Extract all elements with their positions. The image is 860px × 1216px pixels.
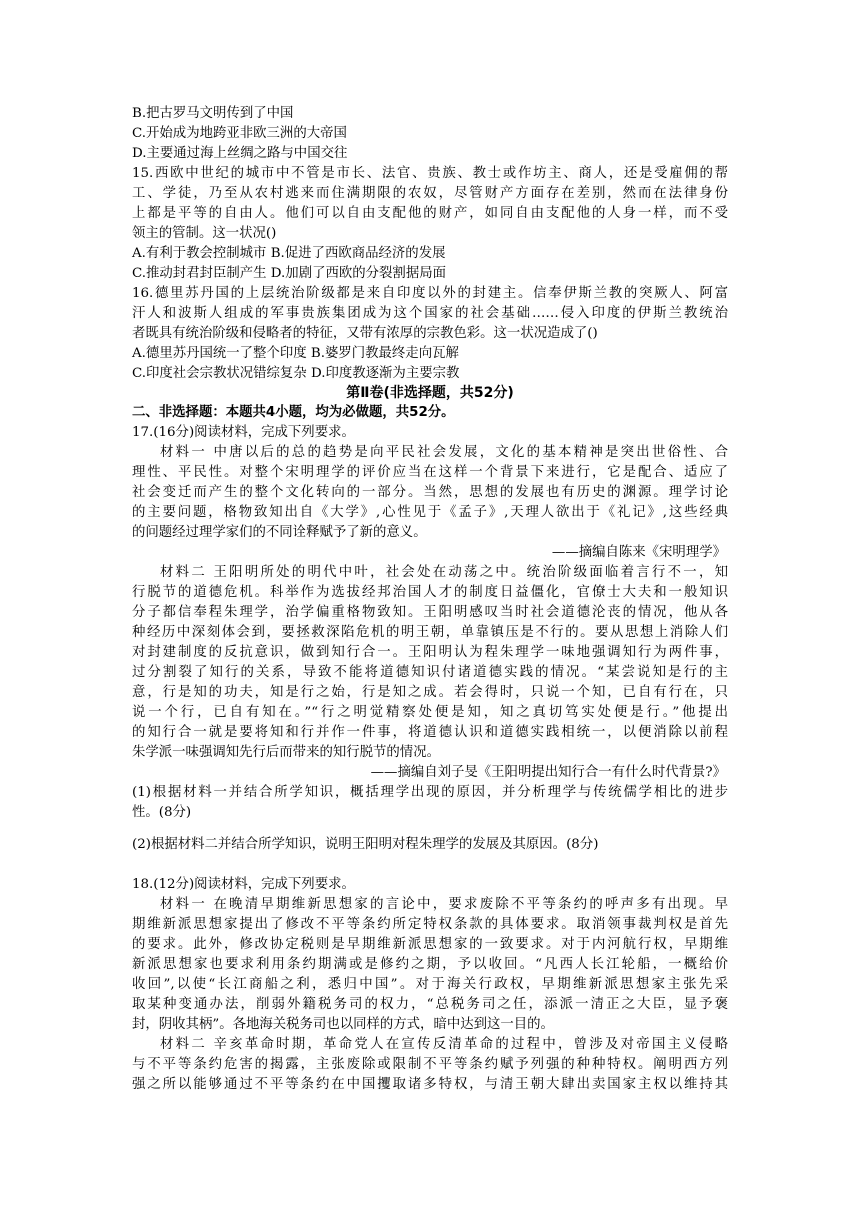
q15-stem-line: 15.西欧中世纪的城市中不管是市长、法官、贵族、教士或作坊主、商人，还是受雇佣的帮 (132, 166, 728, 181)
q14-option-d: D.主要通过海上丝绸之路与中国交往 (132, 146, 348, 161)
q17-requirement-2: (2)根据材料二并结合所学知识，说明王阳明对程朱理学的发展及其原因。(8分) (132, 837, 599, 852)
q15-stem-line: 领主的管制。这一状况() (132, 226, 277, 241)
q16-stem-line: 16.德里苏丹国的上层统治阶级都是来自印度以外的封建主。信奉伊斯兰教的突厥人、阿富 (132, 286, 728, 301)
q17-material1-line: 理性、平民性。对整个宋明理学的评价应当在这样一个背景下来进行，它是配合、适应了 (132, 465, 728, 480)
q15-options-cd: C.推动封君封臣制产生 D.加剧了西欧的分裂割据局面 (132, 266, 446, 281)
q14-option-c: C.开始成为地跨亚非欧三洲的大帝国 (132, 126, 347, 141)
q18-material2-line: 强之所以能够通过不平等条约在中国攫取诸多特权，与清王朝大肆出卖国家主权以维持其 (132, 1077, 728, 1092)
q18-material1-line: 取某种变通办法，削弱外籍税务司的权力，“总税务司之任，添派一清正之大臣，显予褒 (132, 997, 728, 1012)
q17-material1-line: 的主要问题，格物致知出自《大学》,心性见于《孟子》,天理人欲出于《礼记》,这些经典 (132, 505, 728, 520)
q17-material1-line: 材料一 中唐以后的总的趋势是向平民社会发展，文化的基本精神是突出世俗性、合 (160, 445, 728, 460)
q17-material2-line: 朱学派一味强调知先行后而带来的知行脱节的情况。 (132, 745, 440, 760)
q15-stem-line: 上都是平等的自由人。他们可以自由支配他的财产，如同自由支配他的人身一样，而不受 (132, 206, 728, 221)
q17-material2-line: 分子都信奉程朱理学，治学偏重格物致知。王阳明感叹当时社会道德沦丧的情况，他从各 (132, 605, 728, 620)
q18-material1-line: 期维新派思想家提出了修改不平等条约所定特权条款的具体要求。取消领事裁判权是首先 (132, 917, 728, 932)
q17-material2-line: 意，行是知的功夫，知是行之始，行是知之成。若会得时，只说一个知，已自有行在，只 (132, 685, 728, 700)
q18-material1-line: 的要求。此外，修改协定税则是早期维新派思想家的一致要求。对于内河航行权，早期维 (132, 937, 728, 952)
q15-stem-line: 工、学徒，乃至从农村逃来而住满期限的农奴，尽管财产方面存在差别，然而在法律身份 (132, 186, 728, 201)
section-subtitle: 二、非选择题：本题共4小题，均为必做题，共52分。 (132, 405, 455, 420)
q17-material2-line: 的知行合一就是要将知和行并作一件事，将道德认识和道德实践相统一，以便消除以前程 (132, 725, 728, 740)
q17-source1: ——摘编自陈来《宋明理学》 (551, 545, 726, 560)
q17-material1-line: 的问题经过理学家们的不同诠释赋予了新的意义。 (132, 525, 427, 540)
q17-material2-line: 行脱节的道德危机。科举作为选拔经邦治国人才的制度日益僵化，官僚士大夫和一般知识 (132, 585, 728, 600)
q18-material1-line: 材料一 在晚清早期维新思想家的言论中，要求废除不平等条约的呼声多有出现。早 (160, 897, 728, 912)
q18-material1-line: 新派思想家也要求利用条约期满或是修约之期，予以收回。“凡西人长江轮船，一概给价 (132, 957, 728, 972)
q15-options-ab: A.有利于教会控制城市 B.促进了西欧商品经济的发展 (132, 246, 446, 261)
q18-material1-line: 封，阴收其柄”。各地海关税务司也以同样的方式，暗中达到这一目的。 (132, 1017, 554, 1032)
q18-header: 18.(12分)阅读材料，完成下列要求。 (132, 877, 355, 892)
q17-material2-line: 过分割裂了知行的关系，导致不能将道德知识付诸道德实践的情况。“某尝说知是行的主 (132, 665, 728, 680)
q18-material1-line: 收回”,以使“长江商船之利，悉归中国”。对于海关行政权，早期维新派思想家主张先采 (132, 977, 728, 992)
q17-material2-line: 说一个行，已自有知在。”“行之明觉精察处便是知，知之真切笃实处便是行。”他提出 (132, 705, 728, 720)
q17-source2: ——摘编自刘子旻《王阳明提出知行合一有什么时代背景?》 (370, 765, 726, 780)
q17-material2-line: 材料二 王阳明所处的明代中叶，社会处在动荡之中。统治阶级面临着言行不一，知 (160, 565, 728, 580)
q17-header: 17.(16分)阅读材料，完成下列要求。 (132, 425, 355, 440)
q16-options-ab: A.德里苏丹国统一了整个印度 B.婆罗门教最终走向瓦解 (132, 346, 459, 361)
q17-requirement-1: 性。(8分) (132, 805, 192, 820)
q16-stem-line: 汗人和波斯人组成的军事贵族集团成为这个国家的社会基础……侵入印度的伊斯兰教统治 (132, 306, 728, 321)
q17-material2-line: 对封建制度的反抗意识，做到知行合一。王阳明认为程朱理学一味地强调知行为两件事， (132, 645, 728, 660)
q18-material2-line: 与不平等条约危害的揭露，主张废除或限制不平等条约赋予列强的种种特权。阐明西方列 (132, 1057, 728, 1072)
q16-options-cd: C.印度社会宗教状况错综复杂 D.印度教逐渐为主要宗教 (132, 366, 460, 381)
q17-requirement-1: (1)根据材料一并结合所学知识，概括理学出现的原因，并分析理学与传统儒学相比的进步 (132, 785, 728, 800)
q17-material1-line: 社会变迁而产生的整个文化转向的一部分。当然，思想的发展也有历史的渊源。理学讨论 (132, 485, 728, 500)
q17-material2-line: 种经历中深刻体会到，要拯救深陷危机的明王朝，单靠镇压是不行的。要从思想上消除人们 (132, 625, 728, 640)
section-title: 第Ⅱ卷(非选择题，共52分) (346, 385, 514, 401)
q18-material2-line: 材料二 辛亥革命时期，革命党人在宣传反清革命的过程中，曾涉及对帝国主义侵略 (160, 1037, 728, 1052)
q14-option-b: B.把古罗马文明传到了中国 (132, 106, 294, 121)
q16-stem-line: 者既具有统治阶级和侵略者的特征，又带有浓厚的宗教色彩。这一状况造成了() (132, 326, 598, 341)
